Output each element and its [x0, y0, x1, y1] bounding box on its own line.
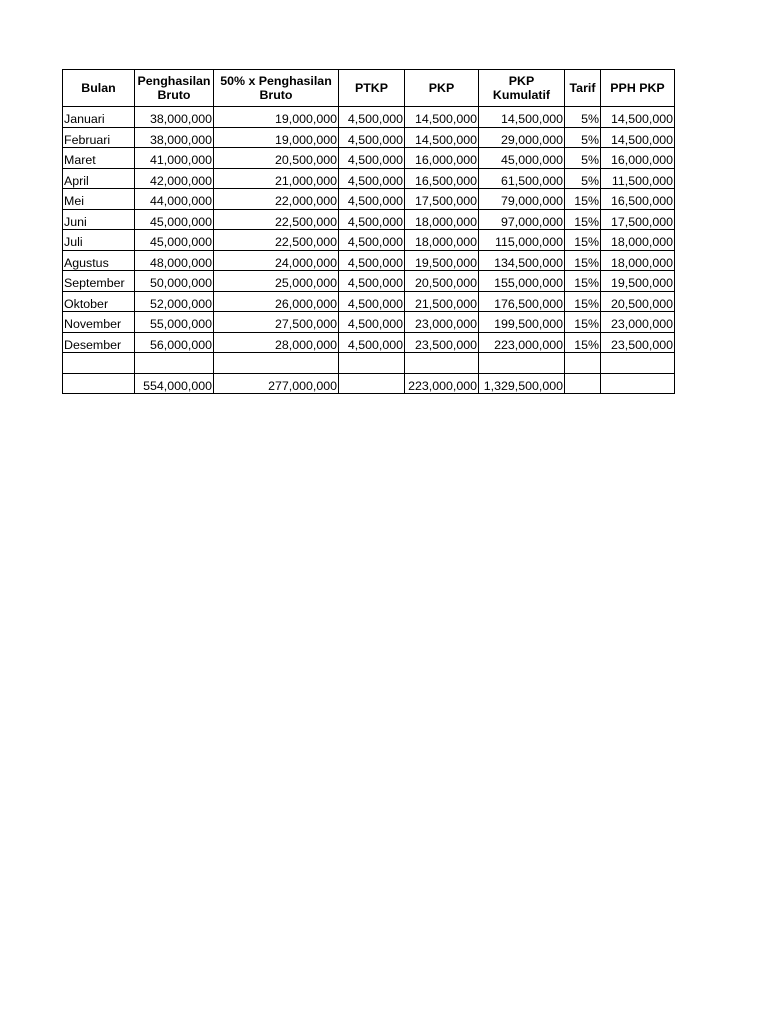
cell-pph-pkp: 11,500,000: [601, 168, 675, 189]
cell-ptkp: 4,500,000: [339, 148, 405, 169]
cell-pkp-kumulatif: 29,000,000: [479, 127, 565, 148]
cell-tarif: [565, 353, 601, 374]
cell-ptkp: 4,500,000: [339, 127, 405, 148]
table-row: [63, 250, 675, 271]
table-body: [63, 107, 675, 394]
cell-half-penghasilan-bruto: 19,000,000: [214, 127, 339, 148]
cell-pkp-kumulatif: 14,500,000: [479, 107, 565, 128]
cell-penghasilan-bruto: 48,000,000: [135, 250, 214, 271]
cell-ptkp: 4,500,000: [339, 107, 405, 128]
cell-ptkp: 4,500,000: [339, 312, 405, 333]
header-pkp: PKP: [405, 70, 479, 107]
cell-ptkp: 4,500,000: [339, 271, 405, 292]
table-row: [63, 373, 675, 394]
cell-pph-pkp: 18,000,000: [601, 250, 675, 271]
cell-penghasilan-bruto: 55,000,000: [135, 312, 214, 333]
cell-penghasilan-bruto: 50,000,000: [135, 271, 214, 292]
cell-tarif: [565, 373, 601, 394]
cell-pkp-kumulatif: 61,500,000: [479, 168, 565, 189]
cell-penghasilan-bruto: 554,000,000: [135, 373, 214, 394]
cell-pkp: 18,000,000: [405, 230, 479, 251]
cell-penghasilan-bruto: 44,000,000: [135, 189, 214, 210]
cell-bulan: Desember: [63, 332, 135, 353]
cell-pkp: 23,500,000: [405, 332, 479, 353]
cell-half-penghasilan-bruto: 24,000,000: [214, 250, 339, 271]
cell-bulan: Maret: [63, 148, 135, 169]
cell-pph-pkp: 19,500,000: [601, 271, 675, 292]
cell-pph-pkp: 17,500,000: [601, 209, 675, 230]
cell-bulan: Oktober: [63, 291, 135, 312]
table-row: [63, 353, 675, 374]
cell-pkp: 20,500,000: [405, 271, 479, 292]
cell-tarif: 15%: [565, 250, 601, 271]
cell-ptkp: 4,500,000: [339, 209, 405, 230]
cell-bulan: Mei: [63, 189, 135, 210]
cell-half-penghasilan-bruto: 20,500,000: [214, 148, 339, 169]
table-row: [63, 209, 675, 230]
table-row: [63, 312, 675, 333]
table-row: [63, 148, 675, 169]
cell-pkp-kumulatif: 176,500,000: [479, 291, 565, 312]
cell-half-penghasilan-bruto: 277,000,000: [214, 373, 339, 394]
cell-tarif: 15%: [565, 312, 601, 333]
header-bulan: Bulan: [63, 70, 135, 107]
cell-tarif: 15%: [565, 189, 601, 210]
table-row: [63, 189, 675, 210]
cell-half-penghasilan-bruto: 22,500,000: [214, 209, 339, 230]
cell-pkp-kumulatif: 223,000,000: [479, 332, 565, 353]
cell-pkp-kumulatif: 97,000,000: [479, 209, 565, 230]
cell-bulan: Juli: [63, 230, 135, 251]
table-row: [63, 107, 675, 128]
cell-ptkp: [339, 353, 405, 374]
cell-pkp-kumulatif: [479, 353, 565, 374]
header-50pct-penghasilan-bruto: 50% x Penghasilan Bruto: [214, 70, 339, 107]
table-row: [63, 332, 675, 353]
cell-penghasilan-bruto: 41,000,000: [135, 148, 214, 169]
cell-pph-pkp: [601, 373, 675, 394]
table-row: [63, 230, 675, 251]
cell-pkp-kumulatif: 199,500,000: [479, 312, 565, 333]
cell-pkp: 18,000,000: [405, 209, 479, 230]
cell-bulan: November: [63, 312, 135, 333]
table-row: [63, 127, 675, 148]
cell-bulan: Agustus: [63, 250, 135, 271]
table-row: [63, 271, 675, 292]
cell-bulan: Januari: [63, 107, 135, 128]
cell-ptkp: 4,500,000: [339, 332, 405, 353]
cell-ptkp: 4,500,000: [339, 168, 405, 189]
cell-pkp: 14,500,000: [405, 127, 479, 148]
header-pph-pkp: PPH PKP: [601, 70, 675, 107]
cell-half-penghasilan-bruto: 21,000,000: [214, 168, 339, 189]
tax-table: [62, 69, 675, 394]
cell-pph-pkp: [601, 353, 675, 374]
cell-bulan: Juni: [63, 209, 135, 230]
cell-pkp: 21,500,000: [405, 291, 479, 312]
header-pkp-kumulatif: PKP Kumulatif: [479, 70, 565, 107]
cell-half-penghasilan-bruto: 19,000,000: [214, 107, 339, 128]
cell-tarif: 15%: [565, 332, 601, 353]
cell-pph-pkp: 23,500,000: [601, 332, 675, 353]
cell-penghasilan-bruto: 38,000,000: [135, 107, 214, 128]
cell-ptkp: 4,500,000: [339, 189, 405, 210]
cell-half-penghasilan-bruto: 25,000,000: [214, 271, 339, 292]
cell-pkp-kumulatif: 155,000,000: [479, 271, 565, 292]
header-tarif: Tarif: [565, 70, 601, 107]
cell-penghasilan-bruto: 38,000,000: [135, 127, 214, 148]
cell-tarif: 15%: [565, 291, 601, 312]
cell-pph-pkp: 16,000,000: [601, 148, 675, 169]
cell-pkp: 16,500,000: [405, 168, 479, 189]
table-row: [63, 168, 675, 189]
cell-tarif: 15%: [565, 271, 601, 292]
cell-pkp-kumulatif: 79,000,000: [479, 189, 565, 210]
cell-tarif: 5%: [565, 168, 601, 189]
cell-tarif: 15%: [565, 230, 601, 251]
cell-pkp: [405, 353, 479, 374]
header-row: [63, 70, 675, 107]
cell-bulan: Februari: [63, 127, 135, 148]
cell-pkp-kumulatif: 115,000,000: [479, 230, 565, 251]
cell-tarif: 5%: [565, 107, 601, 128]
cell-penghasilan-bruto: 56,000,000: [135, 332, 214, 353]
cell-ptkp: 4,500,000: [339, 291, 405, 312]
cell-penghasilan-bruto: 45,000,000: [135, 230, 214, 251]
cell-penghasilan-bruto: 42,000,000: [135, 168, 214, 189]
cell-pkp: 19,500,000: [405, 250, 479, 271]
cell-pph-pkp: 23,000,000: [601, 312, 675, 333]
cell-pkp: 223,000,000: [405, 373, 479, 394]
cell-pph-pkp: 20,500,000: [601, 291, 675, 312]
cell-ptkp: 4,500,000: [339, 230, 405, 251]
cell-penghasilan-bruto: 45,000,000: [135, 209, 214, 230]
spreadsheet: [62, 69, 675, 394]
cell-half-penghasilan-bruto: [214, 353, 339, 374]
cell-tarif: 5%: [565, 148, 601, 169]
cell-half-penghasilan-bruto: 27,500,000: [214, 312, 339, 333]
cell-pkp: 14,500,000: [405, 107, 479, 128]
cell-pkp-kumulatif: 45,000,000: [479, 148, 565, 169]
cell-pkp: 17,500,000: [405, 189, 479, 210]
cell-penghasilan-bruto: [135, 353, 214, 374]
cell-bulan: April: [63, 168, 135, 189]
cell-half-penghasilan-bruto: 28,000,000: [214, 332, 339, 353]
cell-pkp: 16,000,000: [405, 148, 479, 169]
cell-pph-pkp: 14,500,000: [601, 107, 675, 128]
table-row: [63, 291, 675, 312]
cell-pkp: 23,000,000: [405, 312, 479, 333]
cell-half-penghasilan-bruto: 22,000,000: [214, 189, 339, 210]
cell-half-penghasilan-bruto: 22,500,000: [214, 230, 339, 251]
cell-ptkp: 4,500,000: [339, 250, 405, 271]
cell-ptkp: [339, 373, 405, 394]
cell-bulan: September: [63, 271, 135, 292]
header-ptkp: PTKP: [339, 70, 405, 107]
cell-pph-pkp: 16,500,000: [601, 189, 675, 210]
cell-pph-pkp: 14,500,000: [601, 127, 675, 148]
cell-pph-pkp: 18,000,000: [601, 230, 675, 251]
cell-half-penghasilan-bruto: 26,000,000: [214, 291, 339, 312]
cell-tarif: 5%: [565, 127, 601, 148]
cell-pkp-kumulatif: 1,329,500,000: [479, 373, 565, 394]
cell-bulan: [63, 373, 135, 394]
cell-bulan: [63, 353, 135, 374]
header-penghasilan-bruto: Penghasilan Bruto: [135, 70, 214, 107]
cell-tarif: 15%: [565, 209, 601, 230]
cell-penghasilan-bruto: 52,000,000: [135, 291, 214, 312]
cell-pkp-kumulatif: 134,500,000: [479, 250, 565, 271]
